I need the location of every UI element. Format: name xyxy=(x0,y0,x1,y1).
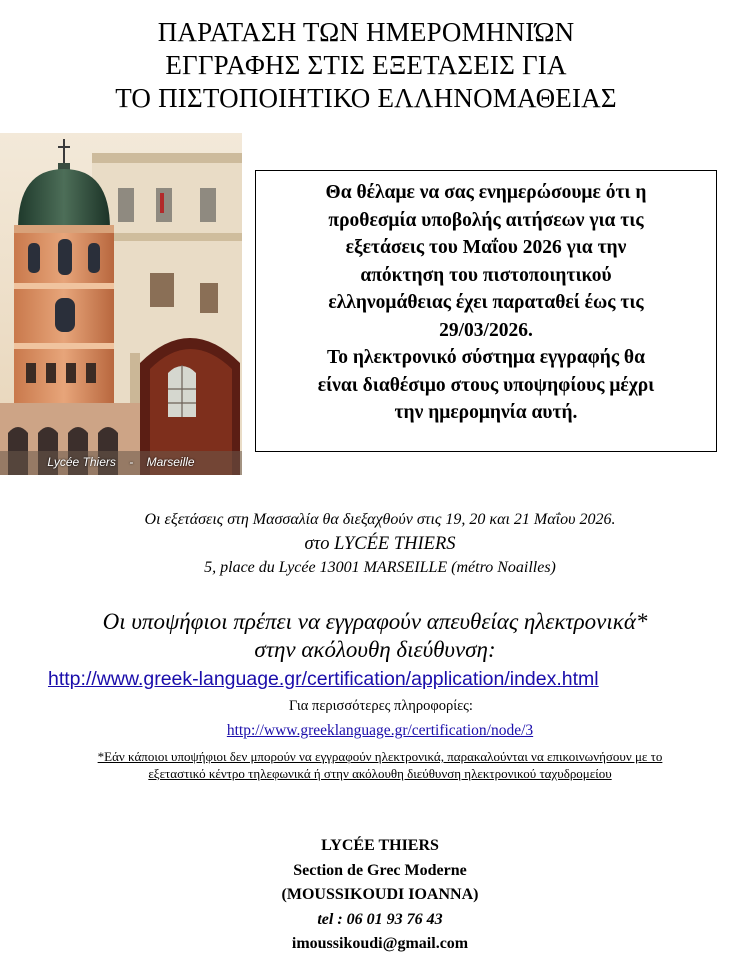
exam-dates: Οι εξετάσεις στη Μασσαλία θα διεξαχθούν στις 19, 20 και 21 Μαΐου 2026. xyxy=(144,511,616,528)
exam-venue: στο LYCÉE THIERS xyxy=(304,534,456,554)
caption-left: Lycée Thiers xyxy=(47,455,116,469)
title-line-3: ΤΟ ΠΙΣΤΟΠΟΙΗΤΙΚΟ ΕΛΛΗΝΟΜΑΘΕΙΑΣ xyxy=(115,83,617,113)
notice-line: προθεσμία υποβολής αιτήσεων για τις xyxy=(328,209,644,231)
contact-email[interactable]: imoussikoudi@gmail.com xyxy=(291,935,469,952)
contact-block xyxy=(0,834,732,957)
contact-phone[interactable]: tel : 06 01 93 76 43 xyxy=(317,910,443,928)
notice-line: 29/03/2026. xyxy=(439,319,533,341)
notice-line: την ημερομηνία αυτή. xyxy=(394,402,578,423)
title-line-1: ΠΑΡΑΤΑΣΗ ΤΩΝ ΗΜΕΡΟΜΗΝΙΏΝ xyxy=(157,17,575,47)
notice-line: ελληνομάθειας έχει παραταθεί έως τις xyxy=(328,292,644,313)
register-line-1: Οι υποψήφιοι πρέπει να εγγραφούν απευθείας ηλεκτρονικά* xyxy=(102,609,648,634)
notice-line: Το ηλεκτρονικό σύστημα εγγραφής θα xyxy=(327,347,645,368)
notice-line: εξετάσεις του Μαΐου 2026 για την xyxy=(345,237,627,258)
registration-instructions xyxy=(0,608,732,664)
contact-school: LYCÉE THIERS xyxy=(321,837,439,854)
exam-info xyxy=(0,508,732,580)
caption-separator: - xyxy=(129,455,134,469)
lycee-thiers-illustration xyxy=(0,133,242,475)
notice-line: είναι διαθέσιμο στους υποψηφίους μέχρι xyxy=(317,374,655,396)
notice-line: Θα θέλαμε να σας ενημερώσουμε ότι η xyxy=(325,182,647,203)
contact-person: (MOUSSIKOUDI IOANNA) xyxy=(281,886,479,903)
school-photo xyxy=(0,133,242,475)
deadline-notice-box xyxy=(255,170,717,452)
title-line-2: ΕΓΓΡΑΦΗΣ ΣΤΙΣ ΕΞΕΤΑΣΕΙΣ ΓΙΑ xyxy=(165,50,567,80)
more-info-link[interactable]: http://www.greeklanguage.gr/certification/node/3 xyxy=(226,722,534,739)
caption-right: Marseille xyxy=(146,455,195,469)
application-link[interactable]: http://www.greek-language.gr/certification/application/index.html xyxy=(48,668,599,690)
notice-line: απόκτηση του πιστοποιητικού xyxy=(360,264,612,286)
photo-caption xyxy=(0,455,242,469)
page-title xyxy=(0,16,732,115)
register-line-2: στην ακόλουθη διεύθυνση: xyxy=(254,637,496,662)
footnote: *Εάν κάποιοι υποψήφιοι δεν μπορούν να εγγραφούν ηλεκτρονικά, παρακαλούνται να επικοινωνήσουν με το εξεταστικό κέντρο τηλεφωνικά ή στην ακόλουθη διεύθυνση ηλεκτρονικού ταχυδρομείου xyxy=(97,749,663,781)
more-info-label: Για περισσότερες πληροφορίες: xyxy=(289,698,473,714)
exam-address: 5, place du Lycée 13001 MARSEILLE (métro Noailles) xyxy=(204,559,556,576)
contact-section: Section de Grec Moderne xyxy=(293,861,467,879)
